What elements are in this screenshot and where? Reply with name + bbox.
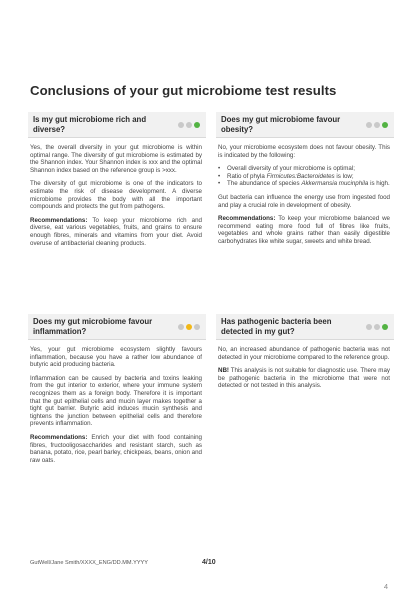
recommendation [30, 434, 202, 464]
paragraph: Gut bacteria can influence the energy use from ingested food and play a crucial role in development of obesity. [218, 193, 390, 209]
page-number: 4 [383, 582, 388, 591]
status-indicator [366, 122, 388, 128]
card-diversity [28, 112, 206, 253]
list-emphasis: Akkermansia mucinphila [301, 180, 369, 188]
status-dot-green [382, 122, 388, 128]
status-dot-grey [186, 122, 192, 128]
recommendation-label: Recommendations: [218, 215, 276, 223]
recommendation-label: Recommendations: [30, 216, 88, 224]
list-text: Ratio of phyla [227, 172, 267, 180]
status-dot-grey [374, 122, 380, 128]
recommendation [30, 217, 202, 247]
status-indicator [178, 324, 200, 330]
paragraph: Yes, your gut microbiome ecosystem slightly favours inflammation, because you have a rather low abundance of butyric acid producing bacteria. [30, 346, 202, 369]
status-dot-grey [178, 122, 184, 128]
card-header [216, 314, 394, 340]
list-emphasis: Firmicutes:Bacteroidetes [266, 172, 335, 180]
recommendation-text: To keep your microbiome balanced we recommend eating more food full of fibres like fruits, vegetables and whole grains rather than easily digestible carbohydrates like white sugar, sweets and white bread. [218, 215, 390, 245]
card-title: Is my gut microbiome rich and diverse? [33, 115, 147, 134]
page-title: Conclusions of your gut microbiome test results [30, 83, 337, 98]
card-obesity [216, 112, 394, 252]
list-item [218, 173, 390, 181]
card-header [216, 112, 394, 138]
disclaimer [218, 367, 390, 390]
status-dot-grey [194, 324, 200, 330]
status-indicator [178, 122, 200, 128]
list-text: is high. [368, 180, 390, 188]
footer-document-id: GutWell/Jane Smith/XXXX_ENG/DD.MM.YYYY [30, 560, 149, 566]
disclaimer-text: This analysis is not suitable for diagnostic use. There may be pathogenic bacteria in the microbiome that were not detected or not tested in this analysis. [218, 367, 390, 390]
card-body [28, 138, 206, 247]
status-dot-green [194, 122, 200, 128]
indicator-list [218, 165, 390, 188]
status-dot-yellow [186, 324, 192, 330]
list-item [218, 180, 390, 188]
recommendation-text: To keep your microbiome rich and diverse, eat various vegetables, fruits, and grains to ensure enough fibres, minerals and vitamins from your diet. Avoid overuse of antibacterial cleaning products. [30, 216, 202, 247]
paragraph: No, an increased abundance of pathogenic bacteria was not detected in your microbiome compared to the reference group. [218, 346, 390, 361]
paragraph: No, your microbiome ecosystem does not favour obesity. This is indicated by the following: [218, 144, 390, 159]
list-text: is low; [334, 172, 354, 180]
paragraph: Inflammation can be caused by bacteria and toxins leaking from the gut interior to exterior, where your immune system recognizes them as a foreign body. Therefore it is important that the gut epithelial cells and mucin layer makes together a tight gut barrier. Butyric acid induces mucin synthesis and tightens the junction between epithelial cells and therefore prevents inflammation. [30, 374, 202, 428]
list-text: The abundance of species [227, 180, 302, 188]
status-dot-grey [366, 324, 372, 330]
status-dot-grey [366, 122, 372, 128]
status-dot-grey [178, 324, 184, 330]
card-inflammation [28, 314, 206, 470]
status-dot-green [382, 324, 388, 330]
status-indicator [366, 324, 388, 330]
paragraph: The diversity of gut microbiome is one of the indicators to estimate the risk of disease development. A diverse microbiome provides the body with all the important compounds and protects the gut from pathogens. [30, 180, 202, 211]
footer-page-counter: 4/10 [202, 559, 216, 566]
paragraph: Yes, the overall diversity in your gut microbiome is within optimal range. The diversity of gut microbiome is estimated by the Shannon index. Your Shannon index is xxx and the optimal Shannon index based on the reference group is >xxx. [30, 144, 202, 174]
card-body [216, 138, 394, 246]
card-title: Does my gut microbiome favour inflammation? [33, 317, 153, 336]
disclaimer-label: NB! [218, 367, 229, 375]
card-header [28, 112, 206, 138]
recommendation-label: Recommendations: [30, 433, 88, 441]
list-item: • Overall diversity of your microbiome is optimal; [218, 165, 390, 173]
status-dot-grey [374, 324, 380, 330]
card-body [216, 340, 394, 390]
card-pathogens [216, 314, 394, 396]
card-body [28, 340, 206, 464]
card-header [28, 314, 206, 340]
card-title: Does my gut microbiome favour obesity? [221, 115, 341, 134]
recommendation [218, 215, 390, 245]
recommendation-text: Enrich your diet with food containing fibres, fructooligosaccharides and resistant starch, such as banana, potato, rice, pearl barley, chickpeas, beans, onion and raw oats. [30, 433, 202, 464]
card-title: Has pathogenic bacteria been detected in my gut? [221, 317, 332, 336]
